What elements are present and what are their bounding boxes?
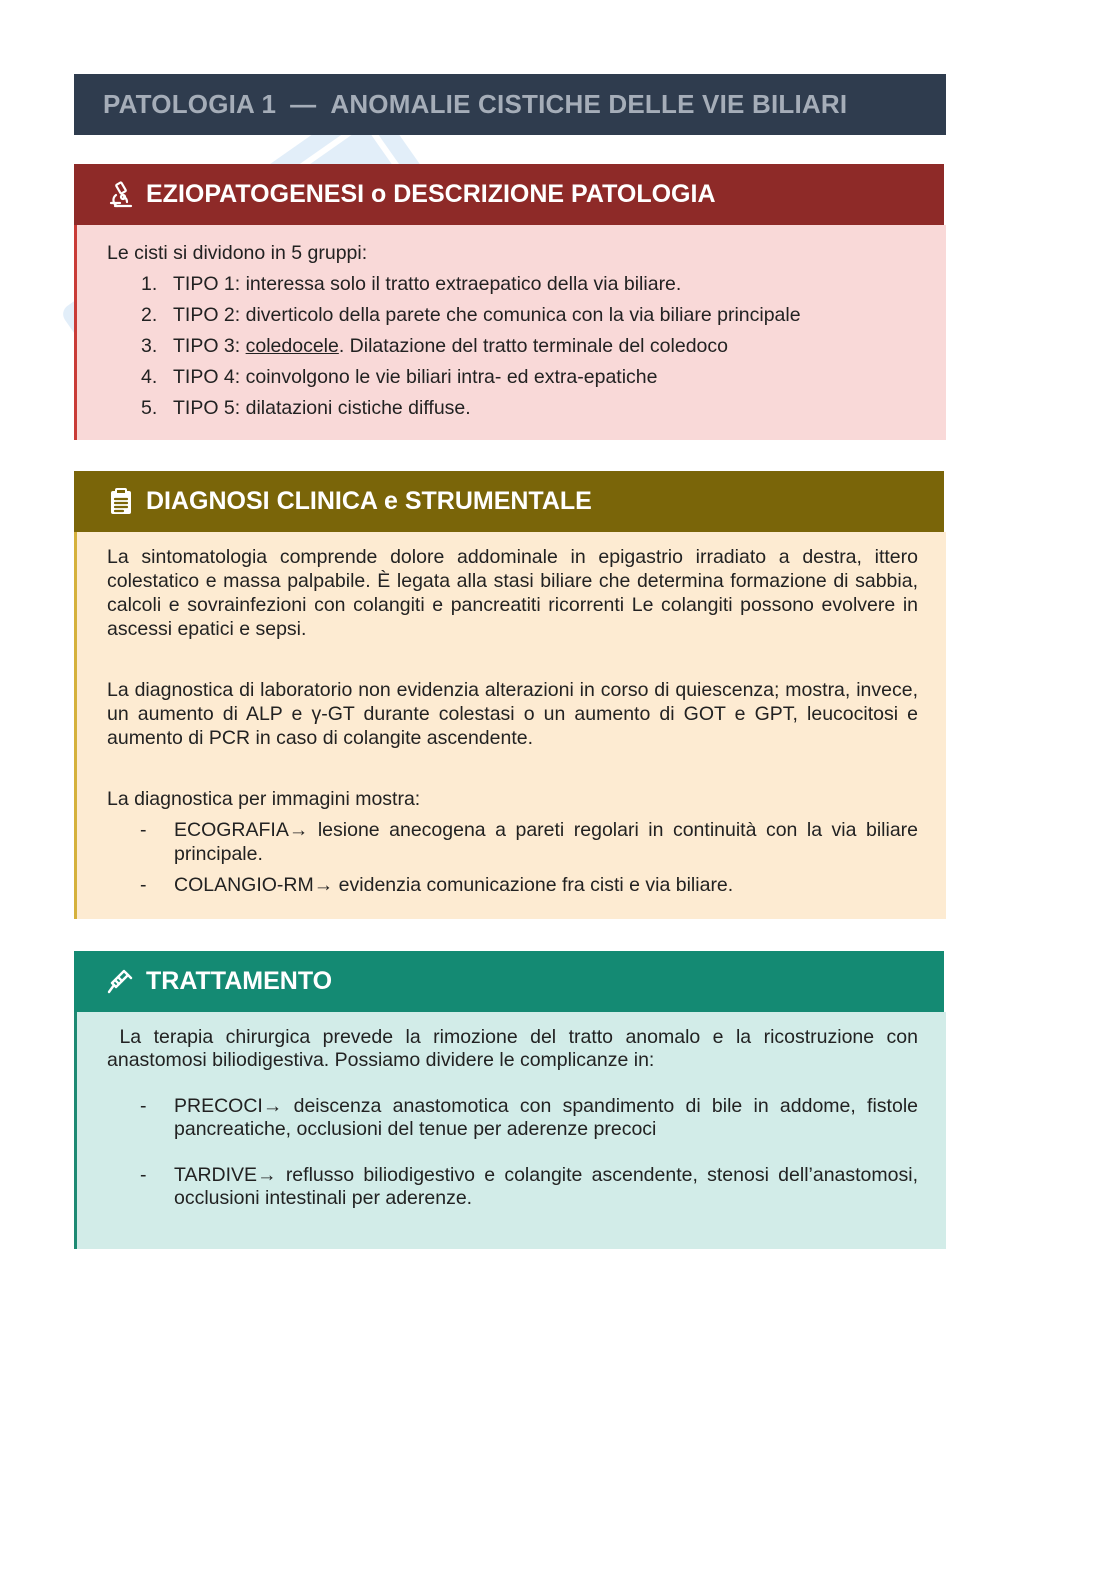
- section-header-trattamento: [74, 951, 944, 1012]
- paragraph-sintomatologia: La sintomatologia comprende dolore addominale in epigastrio irradiato a destra, ittero colestatico e massa palpabile. È legata alla stasi biliare che determina formazione di sabbia, calcoli e sovrainfezioni con colangiti e pancreatiti ricorrenti Le colangiti possono evolvere in ascessi epatici e sepsi.: [107, 546, 918, 640]
- list-text: TIPO 5: dilatazioni cistiche diffuse.: [173, 397, 471, 419]
- section-title: EZIOPATOGENESI o DESCRIZIONE PATOLOGIA: [146, 180, 716, 208]
- list-text: TIPO 4: coinvolgono le vie biliari intra- ed extra-epatiche: [173, 366, 658, 388]
- list-text: TIPO 1: interessa solo il tratto extraepatico della via biliare.: [173, 273, 682, 295]
- list-item: [107, 269, 918, 300]
- section-body-trattamento: [74, 1012, 946, 1249]
- paragraph-laboratorio: La diagnostica di laboratorio non evidenzia alterazioni in corso di quiescenza; mostra, invece, un aumento di ALP e γ-GT durante colestasi o un aumento di GOT e GPT, leucocitosi e aumento di PCR in caso di colangite ascendente.: [107, 679, 918, 749]
- underlined-term: coledocele: [245, 335, 339, 357]
- list-number: 3.: [141, 335, 158, 357]
- list-item: [107, 300, 918, 331]
- microscope-icon: [106, 180, 136, 210]
- section-header-eziopatogenesi: [74, 164, 944, 225]
- list-dash: -: [140, 1164, 147, 1186]
- list-dash: -: [140, 819, 147, 841]
- intro-text: Le cisti si dividono in 5 gruppi:: [107, 242, 368, 264]
- list-number: 4.: [141, 366, 158, 388]
- page-title-right: ANOMALIE CISTICHE DELLE VIE BILIARI: [330, 89, 848, 119]
- list-number: 1.: [141, 273, 158, 295]
- list-dash: -: [140, 874, 147, 896]
- list-number: 5.: [141, 397, 158, 419]
- list-item: [107, 1095, 918, 1141]
- section-header-diagnosi: [74, 471, 944, 532]
- list-item: [107, 1164, 918, 1210]
- title-dash: —: [290, 89, 317, 119]
- list-item: [107, 818, 918, 866]
- list-item: [107, 873, 918, 897]
- page-title-bar: [74, 74, 946, 135]
- list-dash: -: [140, 1095, 147, 1117]
- clipboard-icon: [106, 487, 136, 517]
- section-title: TRATTAMENTO: [146, 967, 333, 995]
- list-text-prefix: TIPO 3:: [173, 335, 246, 357]
- list-text: ECOGRAFIA→ lesione anecogena a pareti regolari in continuità con la via biliare principale.: [174, 819, 918, 865]
- paragraph-immagini: La diagnostica per immagini mostra:: [107, 788, 421, 810]
- section-body-eziopatogenesi: [74, 225, 946, 440]
- paragraph-terapia: La terapia chirurgica prevede la rimozione del tratto anomalo e la ricostruzione con anastomosi biliodigestiva. Possiamo dividere le complicanze in:: [107, 1026, 924, 1071]
- list-text: TARDIVE→ reflusso biliodigestivo e colangite ascendente, stenosi dell’anastomosi, occlusioni intestinali per aderenze.: [174, 1164, 918, 1209]
- section-body-diagnosi: [74, 532, 946, 919]
- list-number: 2.: [141, 304, 158, 326]
- list-item: [107, 362, 918, 393]
- list-text: COLANGIO-RM→ evidenzia comunicazione fra cisti e via biliare.: [174, 874, 734, 896]
- page-title-left: PATOLOGIA 1: [103, 89, 277, 119]
- list-text-suffix: . Dilatazione del tratto terminale del coledoco: [338, 335, 728, 357]
- list-text: PRECOCI→ deiscenza anastomotica con spandimento di bile in addome, fistole pancreatiche, occlusioni del tenue per aderenze precoci: [174, 1095, 918, 1140]
- section-title: DIAGNOSI CLINICA e STRUMENTALE: [146, 487, 592, 515]
- list-item: [107, 393, 918, 424]
- list-text: TIPO 2: diverticolo della parete che comunica con la via biliare principale: [173, 304, 801, 326]
- syringe-icon: [106, 967, 136, 997]
- list-item: [107, 331, 918, 362]
